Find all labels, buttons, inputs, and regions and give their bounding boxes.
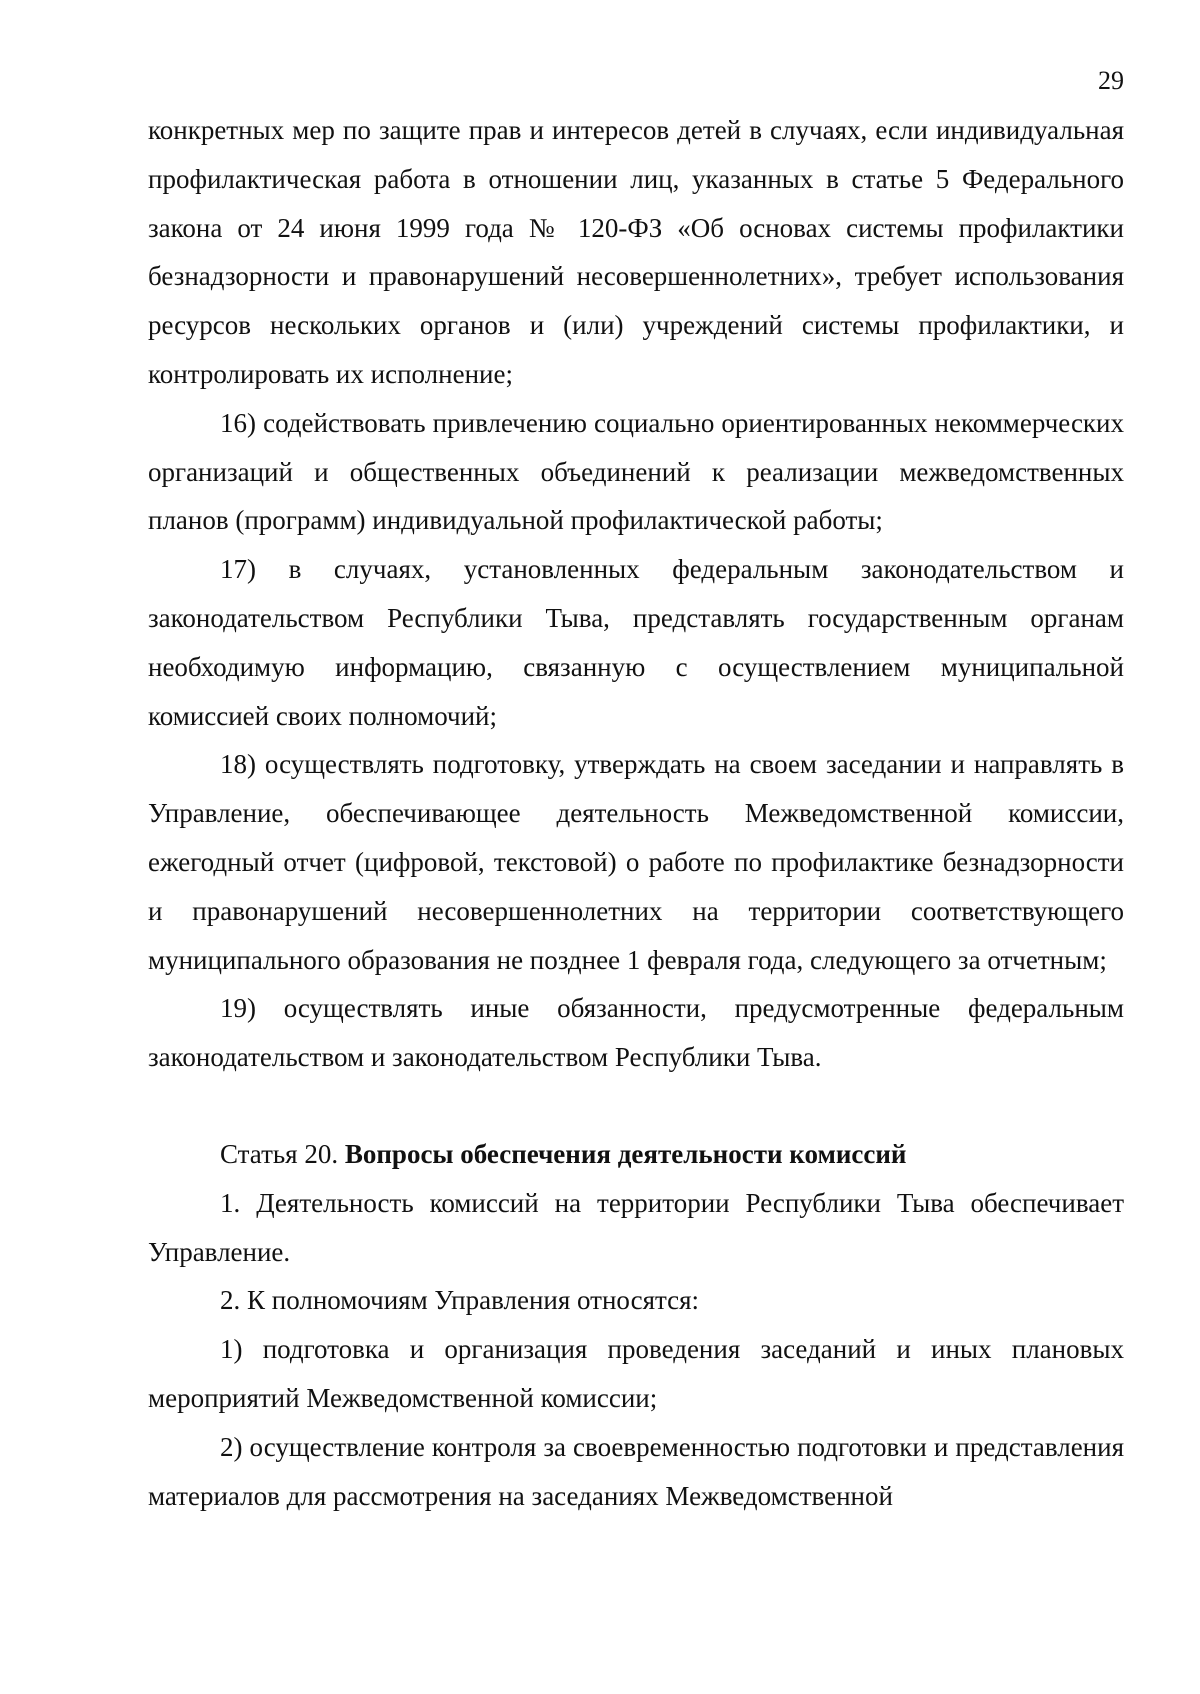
article-number: Статья 20.	[220, 1138, 345, 1169]
paragraph-item-19: 19) осуществлять иные обязанности, предусмотренные федеральным законодательством и законодательством Республики Тыва.	[148, 993, 1124, 1073]
paragraph-clause-2: 2. К полномочиям Управления относятся:	[220, 1285, 700, 1316]
article-spacer	[148, 1082, 1124, 1130]
article-title: Вопросы обеспечения деятельности комиссий	[344, 1138, 907, 1169]
paragraph-continuation: конкретных мер по защите прав и интересов детей в случаях, если индивидуальная профилактическая работа в отношении лиц, указанных в статье 5 Федерального закона от 24 июня 1999 года № 120-ФЗ «Об основах системы профилактики безнадзорности и правонарушений несовершеннолетних», требует использования ресурсов нескольких органов и (или) учреждений системы профилактики, и контролировать их исполнение;	[148, 115, 1124, 389]
paragraph-item-17: 17) в случаях, установленных федеральным законодательством и законодательством Республики Тыва, представлять государственным органам необходимую информацию, связанную с осуществлением муниципальной комиссией своих полномочий;	[148, 554, 1124, 731]
paragraph-clause-1: 1. Деятельность комиссий на территории Республики Тыва обеспечивает Управление.	[148, 1187, 1124, 1267]
document-body	[148, 106, 1124, 1520]
paragraph-item-16: 16) содействовать привлечению социально ориентированных некоммерческих организаций и общественных объединений к реализации межведомственных планов (программ) индивидуальной профилактической работы;	[148, 407, 1124, 536]
paragraph-subitem-1: 1) подготовка и организация проведения заседаний и иных плановых мероприятий Межведомственной комиссии;	[148, 1334, 1124, 1413]
paragraph-subitem-2: 2) осуществление контроля за своевременностью подготовки и представления материалов для рассмотрения на заседаниях Межведомственной	[148, 1431, 1124, 1511]
page-number: 29	[1098, 66, 1124, 95]
article-heading	[148, 1130, 1124, 1179]
paragraph-item-18: 18) осуществлять подготовку, утверждать на своем заседании и направлять в Управление, обеспечивающее деятельность Межведомственной комиссии, ежегодный отчет (цифровой, текстовой) о работе по профилактике безнадзорности и правонарушений несовершеннолетних на территории соответствующего муниципального образования не позднее 1 февраля года, следующего за отчетным;	[148, 749, 1124, 975]
